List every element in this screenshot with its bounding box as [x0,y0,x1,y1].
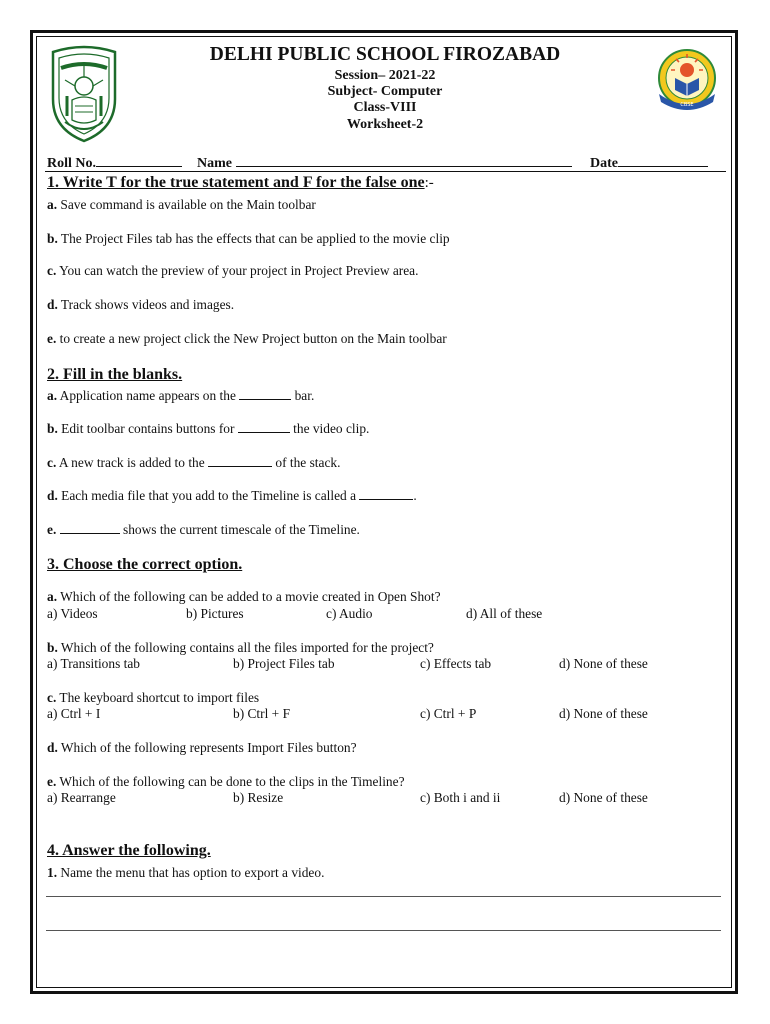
s3b-option-a: a) Transitions tab [47,656,140,671]
answer-line[interactable] [46,896,721,897]
s1-item-c: c. You can watch the preview of your project in Project Preview area. [47,263,419,278]
s3-question-b: b. Which of the following contains all the files imported for the project? [47,640,434,655]
s2-item-a: a. Application name appears on the bar. [47,388,315,403]
blank-line[interactable] [238,420,290,433]
s3b-option-d: d) None of these [559,656,648,671]
s3b-option-b: b) Project Files tab [233,656,335,671]
s3-question-a: a. Which of the following can be added to a movie created in Open Shot? [47,589,441,604]
s3e-option-d: d) None of these [559,790,648,805]
s1-item-b: b. The Project Files tab has the effects that can be applied to the movie clip [47,231,450,246]
blank-line[interactable] [60,521,120,534]
name-label: Name [197,154,572,172]
section1-heading: 1. Write T for the true statement and F for the false one:- [47,174,434,191]
date-label: Date [590,154,708,172]
session-label: Session– 2021-22 [334,68,436,83]
s3-question-e: e. Which of the following can be done to the clips in the Timeline? [47,774,405,789]
s3a-option-b: b) Pictures [186,606,244,621]
s3c-option-d: d) None of these [559,706,648,721]
s4-item-1: 1. Name the menu that has option to export a video. [47,865,325,880]
s1-item-e: e. to create a new project click the New Project button on the Main toolbar [47,331,447,346]
s1-item-a: a. Save command is available on the Main toolbar [47,197,316,212]
section3-heading: 3. Choose the correct option. [47,556,243,573]
worksheet-label: Worksheet-2 [346,117,424,132]
s2-item-c: c. A new track is added to the of the stack. [47,455,341,470]
subject-label: Subject- Computer [327,84,443,99]
section4-heading: 4. Answer the following. [47,842,211,859]
blank-line[interactable] [208,454,272,467]
s3c-option-b: b) Ctrl + F [233,706,291,721]
dps-crest-icon [45,44,123,144]
s2-item-d: d. Each media file that you add to the Timeline is called a . [47,488,417,503]
s2-item-e: e. shows the current timescale of the Timeline. [47,522,360,537]
section2-heading: 2. Fill in the blanks. [47,366,183,383]
s3-question-d: d. Which of the following represents Import Files button? [47,740,357,755]
s3a-option-c: c) Audio [326,606,373,621]
school-title: DELHI PUBLIC SCHOOL FIROZABAD [209,44,561,65]
roll-no-label: Roll No. [47,154,182,172]
s3c-option-a: a) Ctrl + I [47,706,101,721]
s1-item-d: d. Track shows videos and images. [47,297,235,312]
s3c-option-c: c) Ctrl + P [420,706,477,721]
s3a-option-a: a) Videos [47,606,98,621]
class-label: Class-VIII [353,100,417,115]
s3-question-c: c. The keyboard shortcut to import files [47,690,260,705]
s3e-option-b: b) Resize [233,790,284,805]
emblem-label: CBSE [680,102,694,108]
s3e-option-a: a) Rearrange [47,790,116,805]
header-divider [45,171,726,172]
s2-item-b: b. Edit toolbar contains buttons for the video clip. [47,421,370,436]
s3a-option-d: d) All of these [466,606,543,621]
s3e-option-c: c) Both i and ii [420,790,501,805]
cbse-emblem-icon [655,48,719,114]
answer-line[interactable] [46,930,721,931]
blank-line[interactable] [239,387,291,400]
s3b-option-c: c) Effects tab [420,656,492,671]
blank-line[interactable] [359,487,413,500]
